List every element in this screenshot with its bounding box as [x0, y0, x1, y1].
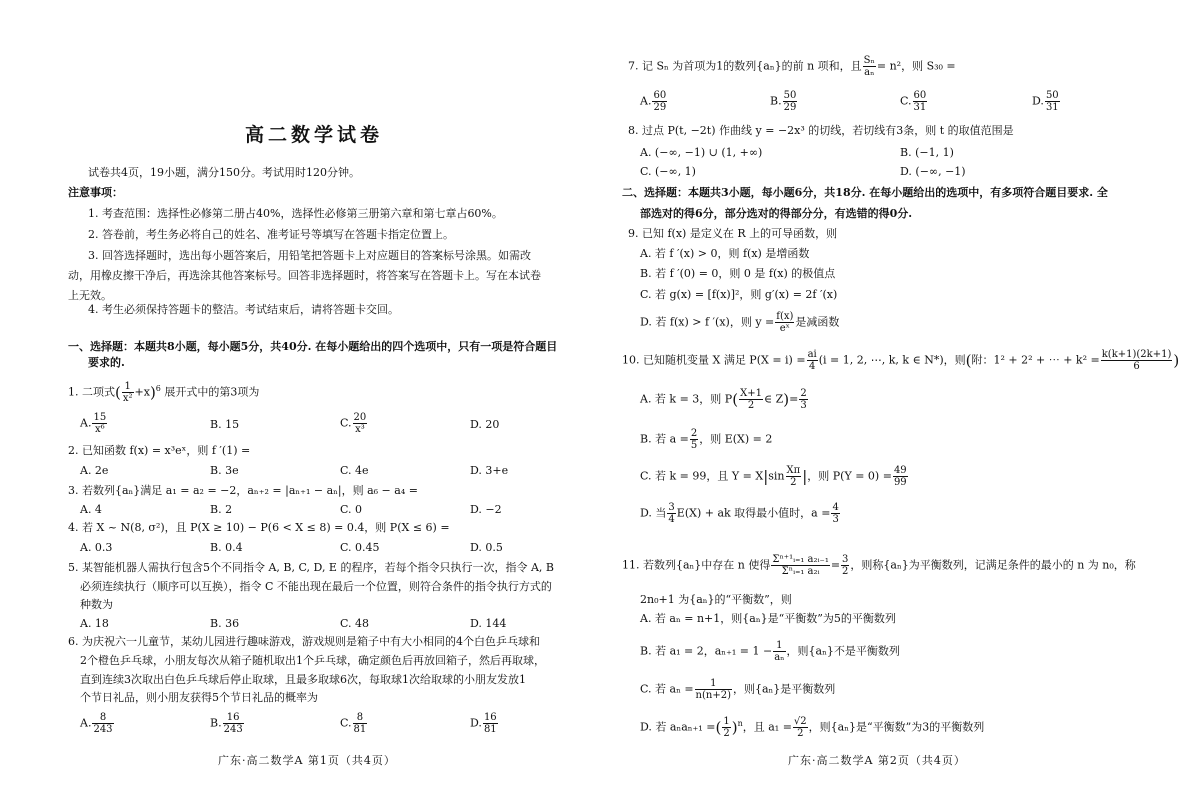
- question-6-line-4: 个节日礼品，则小朋友获得5个节日礼品的概率为: [80, 691, 318, 704]
- question-11-line-2: 2n₀+1 为{aₙ}的“平衡数”，则: [640, 593, 792, 606]
- q8-option-b: B. (−1, 1): [900, 146, 954, 159]
- question-6: 6. 为庆祝六一儿童节，某幼儿园进行趣味游戏，游戏规则是箱子中有大小相同的4个白色乒乓球和: [68, 635, 540, 648]
- question-3: 3. 若数列{aₙ}满足 a₁ = a₂ = −2，aₙ₊₂ = |aₙ₊₁ − aₙ|，则 a₆ − a₄ =: [68, 484, 418, 497]
- question-10: 10. 已知随机变量 X 满足 P(X = i) = $\frac{ai}{4}$ (i = 1, 2, ⋯, k, k ∈ N*)，则(附：1² + 2² + ⋯ + k² = $\frac{k(k+1)(2k+1)}{6}$ ): [622, 349, 1180, 372]
- notice-3: 3. 回答选择题时，选出每小题答案后，用铅笔把答题卡上对应题目的答案标号涂黑。如需改: [88, 249, 531, 262]
- question-7: 7. 记 Sₙ 为首项为1的数列{aₙ}的前 n 项和，且 $\frac{\text{Sₙ}}{\text{aₙ}}$ = n²，则 S₃₀ =: [628, 55, 956, 78]
- intro-text: 试卷共4页，19小题，满分150分。考试用时120分钟。: [88, 166, 360, 179]
- notice-3-cont: 动，用橡皮擦干净后，再选涂其他答案标号。回答非选择题时，将答案写在答题卡上。写在本试卷: [68, 269, 541, 282]
- question-5-line-2: 必须连续执行（顺序可以互换），指令 C 不能出现在最后一个位置，则符合条件的指令执行方式的: [80, 580, 552, 593]
- q7-option-d: D. $\frac{50}{31}$: [1032, 90, 1059, 113]
- question-6-line-3: 直到连续3次取出白色乒乓球后停止取球，且最多取球6次，每取球1次给取球的小朋友发放1: [80, 673, 526, 686]
- q4-option-b: B. 0.4: [210, 541, 243, 554]
- q10-option-c: C. 若 k = 99，且 Y = X|sin $\frac{X\pi}{2}$ |，则 P(Y = 0) = $\frac{49}{99}$: [640, 465, 907, 488]
- q4-option-c: C. 0.45: [340, 541, 380, 554]
- q4-option-d: D. 0.5: [470, 541, 503, 554]
- q3-option-c: C. 0: [340, 503, 363, 516]
- q6-option-d: D. $\frac{16}{81}$: [470, 712, 497, 735]
- q1-option-c: C. $\frac{20}{\text{x³}}$: [340, 412, 367, 435]
- notice-3-end: 上无效。: [68, 289, 112, 302]
- q8-option-d: D. (−∞, −1): [900, 165, 966, 178]
- q1-fraction: $\frac{1}{\text{x²}}$: [122, 381, 133, 404]
- q1-option-d: D. 20: [470, 418, 500, 431]
- section-1-heading-cont: 要求的.: [88, 356, 125, 369]
- question-11: 11. 若数列{aₙ}中存在 n 使得 $\frac{\text{Σⁿ⁺¹ᵢ₌₁ a₂ᵢ₋₁}}{\text{Σⁿᵢ₌₁ a₂ᵢ}}$ = $\frac{3}{2}$ ，则称{aₙ}为平衡数列，记满足条件的最小的 n 为 n₀，称: [622, 554, 1136, 577]
- q6-option-b: B. $\frac{16}{243}$: [210, 712, 243, 735]
- q10-hint: 附：1² + 2² + ⋯ + k² =: [971, 353, 1100, 367]
- question-5: 5. 某智能机器人需执行包含5个不同指令 A, B, C, D, E 的程序，若每个指令只执行一次，指令 A, B: [68, 561, 554, 574]
- q1-option-a: A. $\frac{15}{\text{x⁶}}$: [80, 412, 107, 435]
- question-1: 1. 二项式( $\frac{1}{\text{x²}}$ +x)$^6$ 展开式中的第3项为: [68, 381, 260, 404]
- section-2-heading: 二、选择题：本题共3小题，每小题6分，共18分. 在每小题给出的选项中，有多项符合题目要求. 全: [622, 186, 1108, 199]
- notice-heading: 注意事项：: [68, 186, 123, 199]
- question-4: 4. 若 X ~ N(8, σ²)，且 P(X ≥ 10) − P(6 < X ≤ 8) = 0.4，则 P(X ≤ 6) =: [68, 521, 450, 534]
- q6-option-a: A. $\frac{8}{243}$: [80, 712, 113, 735]
- q2-option-d: D. 3+e: [470, 464, 509, 477]
- q8-option-a: A. (−∞, −1) ∪ (1, +∞): [640, 146, 763, 159]
- notice-2: 2. 答卷前，考生务必将自己的姓名、准考证号等填写在答题卡指定位置上。: [88, 228, 454, 241]
- q2-option-c: C. 4e: [340, 464, 369, 477]
- q4-option-a: A. 0.3: [80, 541, 113, 554]
- q8-option-c: C. (−∞, 1): [640, 165, 696, 178]
- q10-option-d: D. 当 $\frac{3}{4}$ E(X) + ak 取得最小值时，a = $\frac{4}{3}$: [640, 502, 839, 525]
- section-1-heading: 一、选择题：本题共8小题，每小题5分，共40分. 在每小题给出的四个选项中，只有一项是符合题目: [68, 340, 558, 353]
- page-footer: 广东·高二数学A 第2页（共4页）: [788, 754, 966, 767]
- q2-option-a: A. 2e: [80, 464, 109, 477]
- question-6-line-2: 2个橙色乒乓球，小朋友每次从箱子随机取出1个乒乓球，确定颜色后再放回箱子，然后再取球，: [80, 654, 545, 667]
- question-2: 2. 已知函数 f(x) = x³eˣ，则 f ′(1) =: [68, 444, 251, 457]
- q5-option-d: D. 144: [470, 617, 507, 630]
- q9-option-a: A. 若 f ′(x) > 0，则 f(x) 是增函数: [640, 247, 810, 260]
- question-8: 8. 过点 P(t, −2t) 作曲线 y = −2x³ 的切线，若切线有3条，则 t 的取值范围是: [628, 124, 1014, 137]
- q5-option-c: C. 48: [340, 617, 370, 630]
- q3-option-b: B. 2: [210, 503, 233, 516]
- q11-option-a: A. 若 aₙ = n+1，则{aₙ}是“平衡数”为5的平衡数列: [640, 612, 896, 625]
- q9-option-b: B. 若 f ′(0) = 0，则 0 是 f(x) 的极值点: [640, 267, 836, 280]
- q3-option-d: D. −2: [470, 503, 502, 516]
- q9-option-c: C. 若 g(x) = [f(x)]²，则 g′(x) = 2f ′(x): [640, 288, 838, 301]
- notice-1: 1. 考查范围：选择性必修第二册占40%，选择性必修第三册第六章和第七章占60%。: [88, 207, 503, 220]
- page-title: 高二数学试卷: [245, 124, 384, 146]
- q5-option-b: B. 36: [210, 617, 240, 630]
- q7-option-c: C. $\frac{60}{31}$: [900, 90, 927, 113]
- page-footer: 广东·高二数学A 第1页（共4页）: [218, 754, 396, 767]
- question-9: 9. 已知 f(x) 是定义在 R 上的可导函数，则: [628, 227, 838, 240]
- section-2-heading-cont: 部选对的得6分，部分选对的得部分分，有选错的得0分.: [640, 207, 913, 220]
- q7-option-b: B. $\frac{50}{29}$: [770, 90, 797, 113]
- q3-option-a: A. 4: [80, 503, 102, 516]
- q10-option-a: A. 若 k = 3，则 P( $\frac{X+1}{2}$ ∈ Z)= $\frac{2}{3}$: [640, 388, 807, 411]
- q5-option-a: A. 18: [80, 617, 109, 630]
- q1-stem: 1. 二项式: [68, 385, 115, 399]
- page-2: [600, 0, 1200, 796]
- q6-option-c: C. $\frac{8}{81}$: [340, 712, 367, 735]
- q7-option-a: A. $\frac{60}{29}$: [640, 90, 667, 113]
- q11-option-d: D. 若 aₙaₙ₊₁ =( $\frac{1}{2}$ )$^n$，且 a₁ = $\frac{√2}{2}$ ，则{aₙ}是“平衡数”为3的平衡数列: [640, 716, 985, 739]
- q1-option-b: B. 15: [210, 418, 240, 431]
- notice-4: 4. 考生必须保持答题卡的整洁。考试结束后，请将答题卡交回。: [88, 303, 399, 316]
- q11-option-b: B. 若 a₁ = 2，aₙ₊₁ = 1 − $\frac{1}{\text{aₙ}}$ ，则{aₙ}不是平衡数列: [640, 640, 900, 663]
- question-5-line-3: 种数为: [80, 598, 113, 611]
- q9-option-d: D. 若 f(x) > f ′(x)，则 y = $\frac{f(x)}{\text{eˣ}}$ 是减函数: [640, 311, 840, 334]
- q11-option-c: C. 若 aₙ = $\frac{1}{n(n+2)}$ ，则{aₙ}是平衡数列: [640, 678, 836, 701]
- q10-option-b: B. 若 a = $\frac{2}{5}$ ，则 E(X) = 2: [640, 428, 773, 451]
- q2-option-b: B. 3e: [210, 464, 239, 477]
